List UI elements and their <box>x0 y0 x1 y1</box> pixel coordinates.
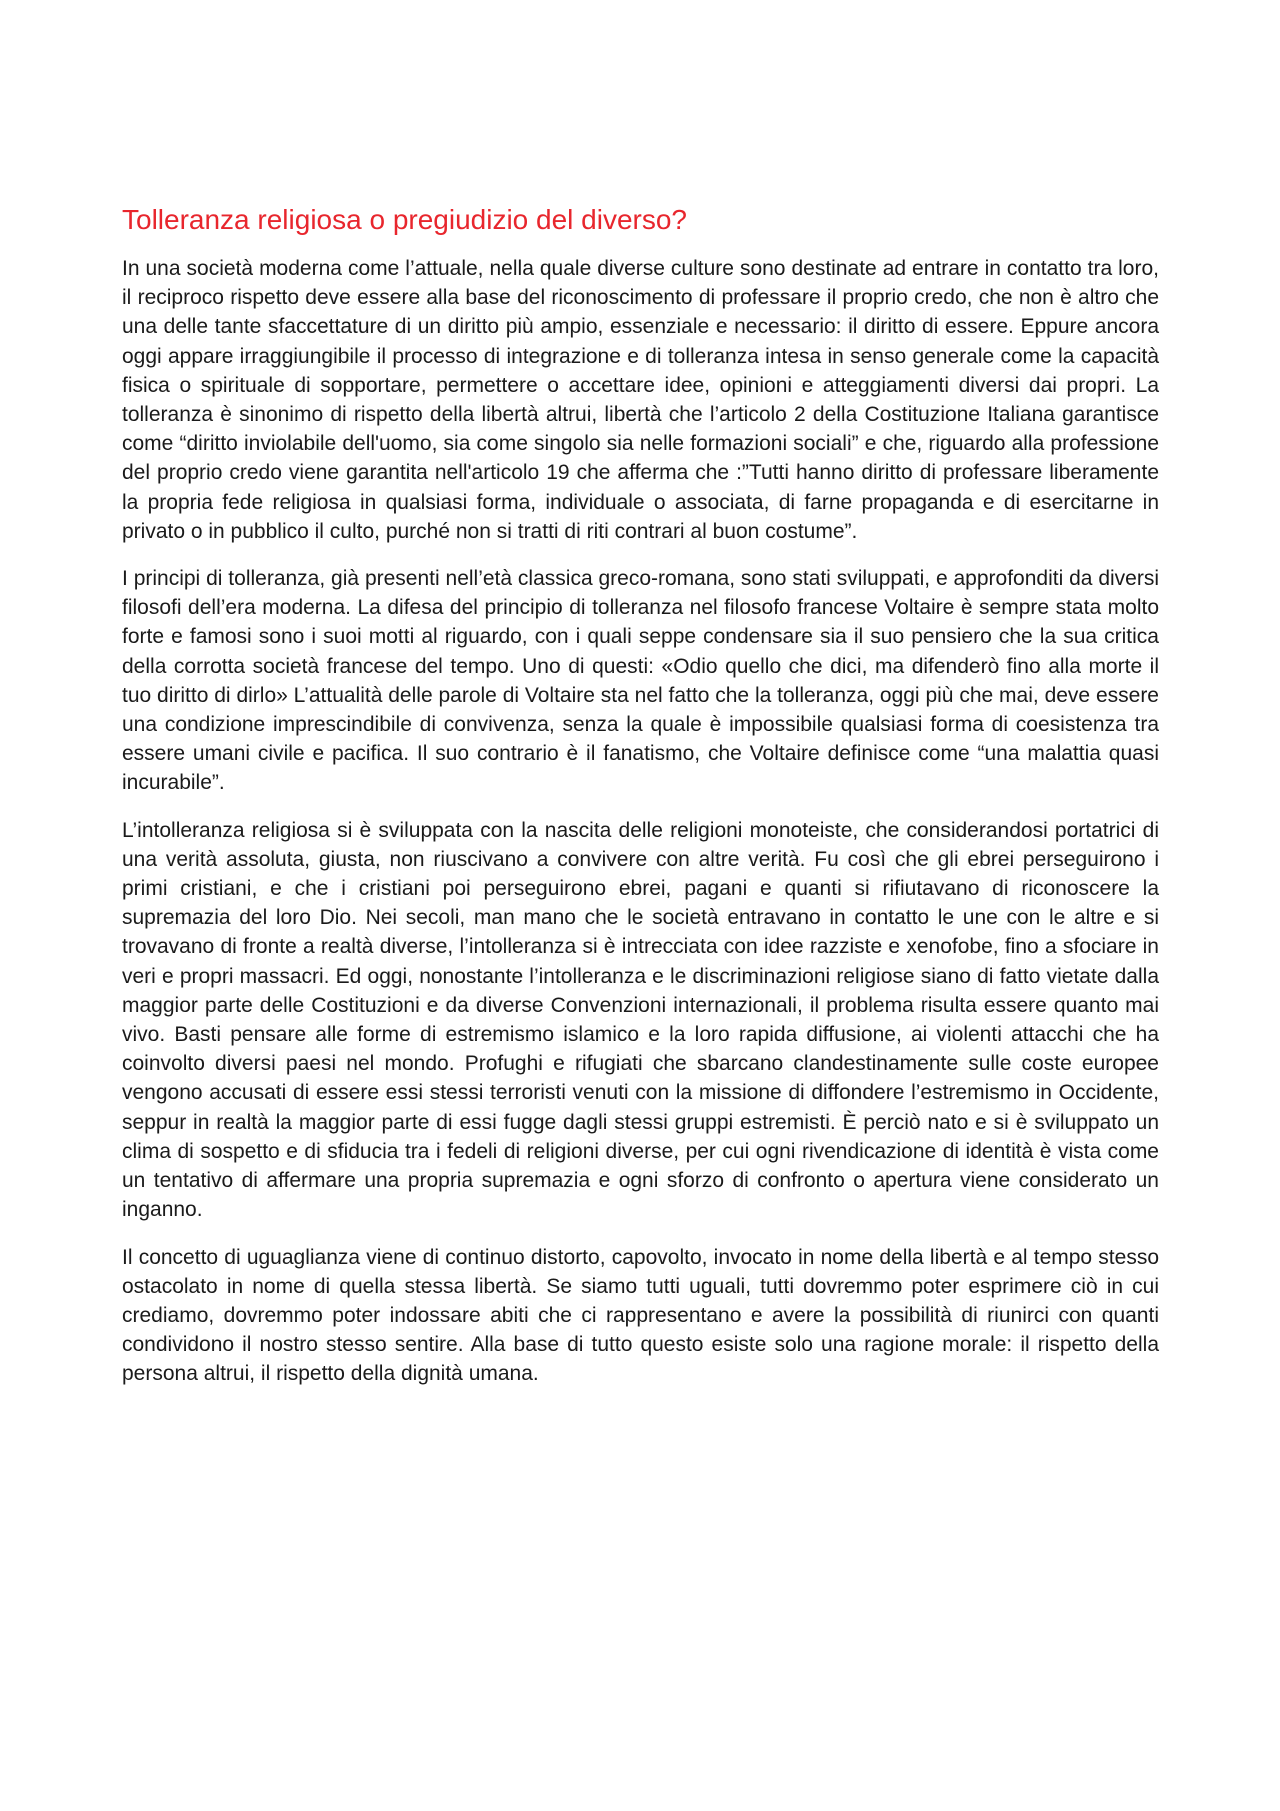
document-body <box>122 200 1159 1407</box>
paragraph-4: Il concetto di uguaglianza viene di continuo distorto, capovolto, invocato in nome della libertà e al tempo stesso ostacolato in nome di quella stessa libertà. Se siamo tutti uguali, tutti dovremmo poter esprimere ciò in cui crediamo, dovremmo poter indossare abiti che ci rappresentano e avere la possibilità di riunirci con quanti condividono il nostro stesso sentire. Alla base di tutto questo esiste solo una ragione morale: il rispetto della persona altrui, il rispetto della dignità umana. <box>122 1245 1159 1386</box>
paragraph-2: I principi di tolleranza, già presenti nell’età classica greco-romana, sono stati sviluppati, e approfonditi da diversi filosofi dell’era moderna. La difesa del principio di tolleranza nel filosofo francese Voltaire è sempre stata molto forte e famosi sono i suoi motti al riguardo, con i quali seppe condensare sia il suo pensiero che la sua critica della corrotta società francese del tempo. Uno di questi: «Odio quello che dici, ma difenderò fino alla morte il tuo diritto di dirlo» L’attualità delle parole di Voltaire sta nel fatto che la tolleranza, oggi più che mai, deve essere una condizione imprescindibile di convivenza, senza la quale è impossibile qualsiasi forma di coesistenza tra essere umani civile e pacifica. Il suo contrario è il fanatismo, che Voltaire definisce come “una malattia quasi incurabile”. <box>122 567 1159 795</box>
paragraph-1: In una società moderna come l’attuale, nella quale diverse culture sono destinate ad entrare in contatto tra loro, il reciproco rispetto deve essere alla base del riconoscimento di professare il proprio credo, che non è altro che una delle tante sfaccettature di un diritto più ampio, essenziale e necessario: il diritto di essere. Eppure ancora oggi appare irraggiungibile il processo di integrazione e di tolleranza intesa in senso generale come la capacità fisica o spirituale di sopportare, permettere o accettare idee, opinioni e atteggiamenti diversi dai propri. La tolleranza è sinonimo di rispetto della libertà altrui, libertà che l’articolo 2 della Costituzione Italiana garantisce come “diritto inviolabile dell'uomo, sia come singolo sia nelle formazioni sociali” e che, riguardo alla professione del proprio credo viene garantita nell'articolo 19 che afferma che :”Tutti hanno diritto di professare liberamente la propria fede religiosa in qualsiasi forma, individuale o associata, di farne propaganda e di esercitarne in privato o in pubblico il culto, purché non si tratti di riti contrari al buon costume”. <box>122 257 1159 543</box>
document-title: Tolleranza religiosa o pregiudizio del diverso? <box>122 204 687 235</box>
paragraph-3: L’intolleranza religiosa si è sviluppata con la nascita delle religioni monoteiste, che considerandosi portatrici di una verità assoluta, giusta, non riuscivano a convivere con altre verità. Fu così che gli ebrei perseguirono i primi cristiani, e che i cristiani poi perseguirono ebrei, pagani e quanti si rifiutavano di riconoscere la supremazia del loro Dio. Nei secoli, man mano che le società entravano in contatto le une con le altre e si trovavano di fronte a realtà diverse, l’intolleranza si è intrecciata con idee razziste e xenofobe, fino a sfociare in veri e propri massacri. Ed oggi, nonostante l’intolleranza e le discriminazioni religiose siano di fatto vietate dalla maggior parte delle Costituzioni e da diverse Convenzioni internazionali, il problema risulta essere quanto mai vivo. Basti pensare alle forme di estremismo islamico e la loro rapida diffusione, ai violenti attacchi che ha coinvolto diversi paesi nel mondo. Profughi e rifugiati che sbarcano clandestinamente sulle coste europee vengono accusati di essere essi stessi terroristi venuti con la missione di diffondere l’estremismo in Occidente, seppur in realtà la maggior parte di essi fugge dagli stessi gruppi estremisti. È perciò nato e si è sviluppato un clima di sospetto e di sfiducia tra i fedeli di religioni diverse, per cui ogni rivendicazione di identità è vista come un tentativo di affermare una propria supremazia e ogni sforzo di confronto o apertura viene considerato un inganno. <box>122 818 1159 1222</box>
